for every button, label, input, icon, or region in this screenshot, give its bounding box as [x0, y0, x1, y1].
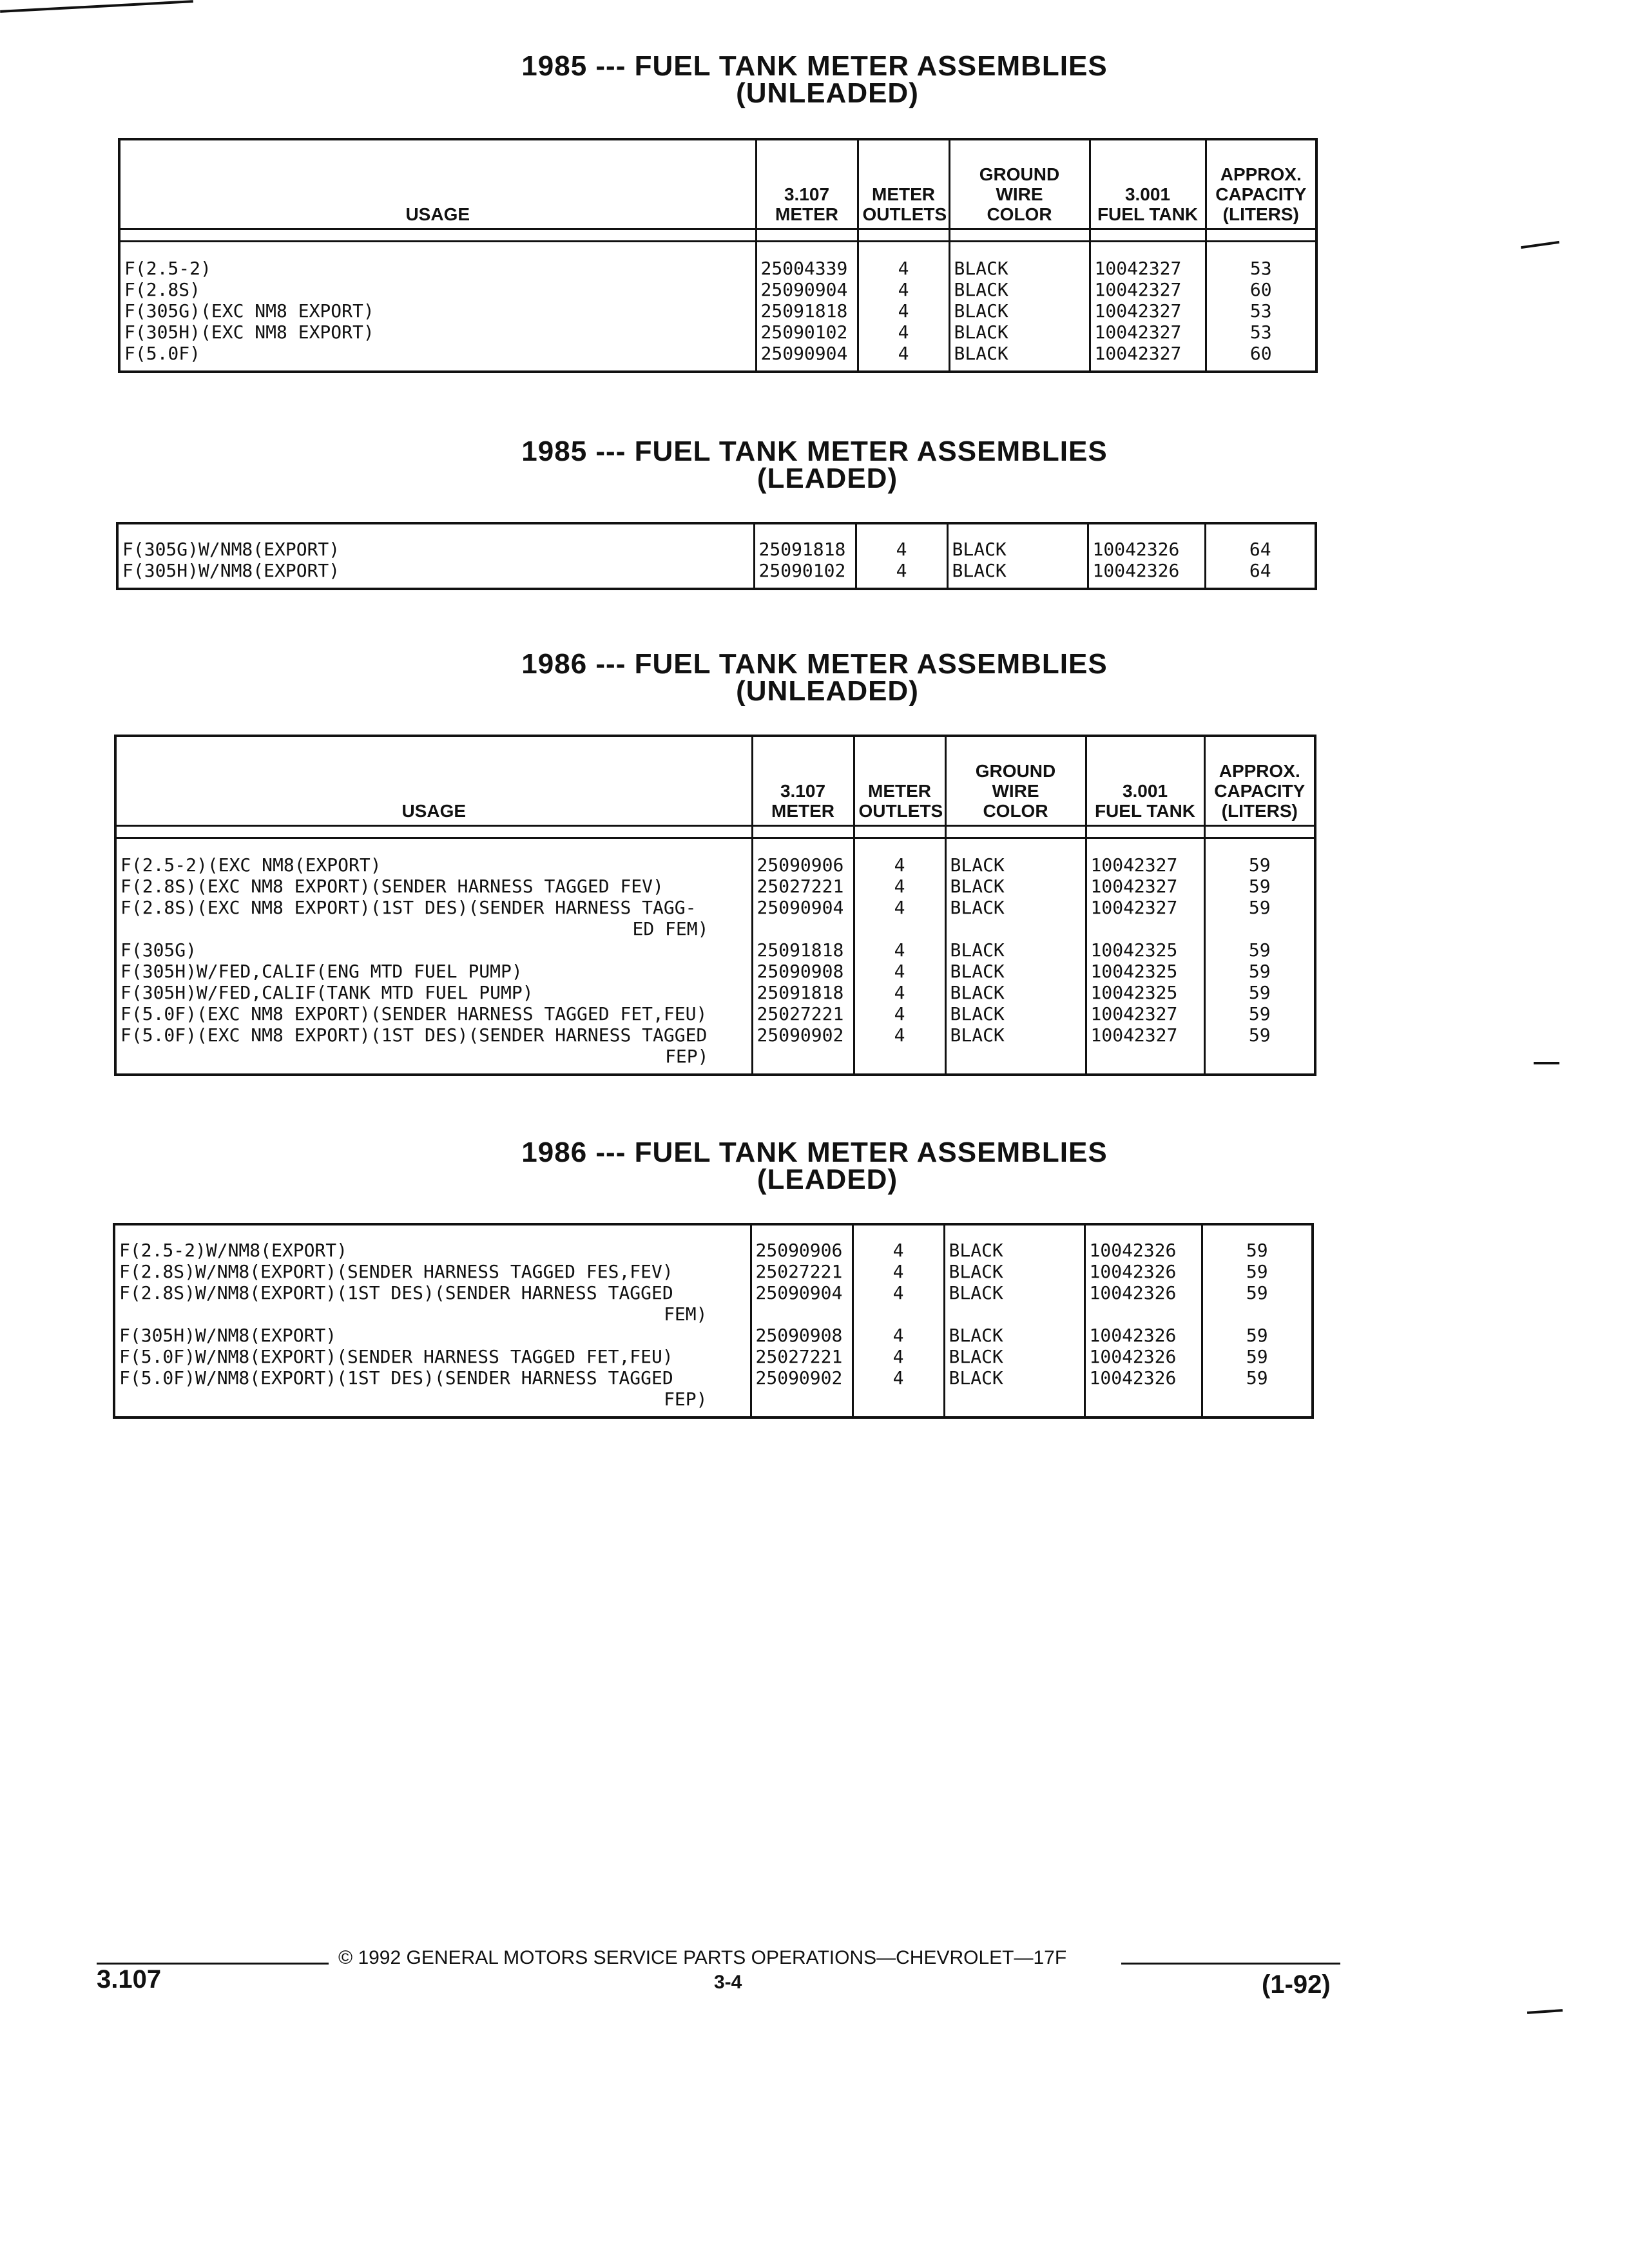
table-row	[115, 1024, 1315, 1075]
meter-cell: 25090908	[751, 1325, 853, 1346]
color-cell: BLACK	[949, 242, 1090, 280]
usage-cell: F(2.5-2)	[124, 258, 211, 279]
color-cell: BLACK	[947, 523, 1088, 560]
header-rule	[115, 826, 1315, 838]
tank-cell: 10042327	[1086, 897, 1204, 939]
scan-mark	[1521, 241, 1559, 249]
header-meter: 3.107 METER	[756, 139, 858, 229]
usage-cell: F(305H)W/NM8(EXPORT)	[119, 1325, 337, 1346]
tank-cell: 10042327	[1086, 876, 1204, 897]
header-fuel-tank: 3.001 FUEL TANK	[1086, 736, 1204, 826]
color-cell: BLACK	[945, 897, 1086, 939]
usage-text: F(2.8S)W/NM8(EXPORT)(1ST DES)(SENDER HARNESS TAGGED	[119, 1282, 673, 1303]
color-cell: BLACK	[949, 279, 1090, 300]
usage-cell: F(2.8S)(EXC NM8 EXPORT)(SENDER HARNESS TAGGED FEV)	[120, 876, 664, 897]
header-wire-color: GROUND WIRE COLOR	[945, 736, 1086, 826]
capacity-cell: 53	[1206, 242, 1316, 280]
table-row	[114, 1261, 1313, 1282]
section-heading	[0, 50, 1629, 109]
usage-text: F(2.8S)(EXC NM8 EXPORT)(1ST DES)(SENDER HARNESS TAGG-	[120, 897, 697, 918]
header-capacity: APPROX. CAPACITY (LITERS)	[1206, 139, 1316, 229]
capacity-cell: 59	[1204, 1024, 1315, 1075]
meter-cell: 25091818	[752, 982, 854, 1003]
capacity-cell: 59	[1202, 1261, 1313, 1282]
table-row	[114, 1282, 1313, 1325]
outlets-cell: 4	[858, 279, 949, 300]
color-cell: BLACK	[944, 1346, 1084, 1367]
header-usage: USAGE	[119, 139, 756, 229]
usage-cell: F(305G)W/NM8(EXPORT)	[122, 539, 340, 560]
color-cell: BLACK	[944, 1282, 1084, 1325]
footer-rule-right	[1121, 1963, 1340, 1965]
meter-cell: 25090902	[751, 1367, 853, 1418]
capacity-cell: 59	[1204, 876, 1315, 897]
usage-cell	[115, 1024, 752, 1075]
section-title: 1985 --- FUEL TANK METER ASSEMBLIES	[521, 436, 1108, 467]
outlets-cell: 4	[853, 1367, 944, 1418]
meter-cell: 25090906	[751, 1224, 853, 1261]
outlets-cell: 4	[854, 897, 945, 939]
color-cell: BLACK	[945, 939, 1086, 961]
footer-section-code: 3.107	[97, 1965, 162, 1994]
meter-cell: 25090908	[752, 961, 854, 982]
color-cell: BLACK	[945, 876, 1086, 897]
footer-copyright: © 1992 GENERAL MOTORS SERVICE PARTS OPERATIONS—CHEVROLET—17F	[338, 1947, 1067, 1968]
tank-cell: 10042326	[1088, 523, 1205, 560]
usage-text: F(5.0F)W/NM8(EXPORT)(1ST DES)(SENDER HARNESS TAGGED	[119, 1367, 673, 1389]
usage-cell	[115, 897, 752, 939]
tank-cell: 10042326	[1084, 1261, 1202, 1282]
meter-cell: 25004339	[756, 242, 858, 280]
section-title: 1986 --- FUEL TANK METER ASSEMBLIES	[521, 648, 1108, 680]
header-outlets: METER OUTLETS	[854, 736, 945, 826]
tank-cell: 10042326	[1084, 1282, 1202, 1325]
meter-cell: 25090102	[756, 322, 858, 343]
tank-cell: 10042326	[1084, 1367, 1202, 1418]
color-cell: BLACK	[945, 838, 1086, 876]
tank-cell: 10042326	[1088, 560, 1205, 589]
tank-cell: 10042327	[1086, 838, 1204, 876]
capacity-cell: 59	[1202, 1346, 1313, 1367]
tank-cell: 10042327	[1090, 322, 1206, 343]
outlets-cell: 4	[856, 560, 947, 589]
outlets-cell: 4	[853, 1224, 944, 1261]
color-cell: BLACK	[949, 343, 1090, 372]
color-cell: BLACK	[945, 1024, 1086, 1075]
capacity-cell: 59	[1202, 1224, 1313, 1261]
table-row	[115, 897, 1315, 939]
color-cell: BLACK	[945, 961, 1086, 982]
section-heading	[0, 648, 1629, 707]
meter-cell: 25027221	[751, 1346, 853, 1367]
tank-cell: 10042327	[1086, 1003, 1204, 1024]
color-cell: BLACK	[945, 982, 1086, 1003]
tank-cell: 10042327	[1086, 1024, 1204, 1075]
table-row	[115, 939, 1315, 961]
usage-cell: F(2.8S)W/NM8(EXPORT)(SENDER HARNESS TAGGED FES,FEV)	[119, 1261, 673, 1282]
table-row	[114, 1346, 1313, 1367]
usage-cell: F(2.5-2)(EXC NM8(EXPORT)	[120, 854, 381, 876]
outlets-cell: 4	[858, 343, 949, 372]
table-row	[119, 300, 1316, 322]
meter-cell: 25027221	[752, 876, 854, 897]
usage-cell: F(2.5-2)W/NM8(EXPORT)	[119, 1240, 348, 1261]
capacity-cell: 59	[1204, 897, 1315, 939]
table-row	[119, 279, 1316, 300]
footer-revision: (1-92)	[1262, 1970, 1331, 1999]
footer-rule-left	[97, 1963, 329, 1965]
header-row	[115, 736, 1315, 826]
table-row	[114, 1224, 1313, 1261]
header-usage: USAGE	[115, 736, 752, 826]
capacity-cell: 59	[1204, 939, 1315, 961]
capacity-cell: 59	[1204, 1003, 1315, 1024]
usage-cell	[114, 1367, 751, 1418]
meter-cell: 25090904	[756, 279, 858, 300]
header-rule	[119, 229, 1316, 242]
tank-cell: 10042326	[1084, 1224, 1202, 1261]
tank-cell: 10042325	[1086, 939, 1204, 961]
meter-table	[118, 138, 1318, 373]
outlets-cell: 4	[853, 1282, 944, 1325]
outlets-cell: 4	[853, 1325, 944, 1346]
usage-cell: F(305H)W/FED,CALIF(TANK MTD FUEL PUMP)	[120, 982, 534, 1003]
usage-cell: F(305H)W/FED,CALIF(ENG MTD FUEL PUMP)	[120, 961, 523, 982]
capacity-cell: 53	[1206, 322, 1316, 343]
meter-cell: 25091818	[754, 523, 856, 560]
usage-cell: F(2.8S)	[124, 279, 201, 300]
header-outlets: METER OUTLETS	[858, 139, 949, 229]
outlets-cell: 4	[853, 1346, 944, 1367]
section-heading	[0, 1139, 1629, 1193]
usage-cell: F(305G)(EXC NM8 EXPORT)	[124, 300, 374, 322]
color-cell: BLACK	[947, 560, 1088, 589]
table-row	[114, 1367, 1313, 1418]
table-row	[115, 838, 1315, 876]
meter-cell: 25090904	[752, 897, 854, 939]
outlets-cell: 4	[854, 939, 945, 961]
usage-continuation: FEP)	[665, 1046, 709, 1067]
header-wire-color: GROUND WIRE COLOR	[949, 139, 1090, 229]
color-cell: BLACK	[944, 1261, 1084, 1282]
usage-text: F(5.0F)(EXC NM8 EXPORT)(1ST DES)(SENDER HARNESS TAGGED	[120, 1024, 708, 1046]
section-title: 1985 --- FUEL TANK METER ASSEMBLIES	[521, 50, 1108, 82]
section-heading	[0, 438, 1629, 492]
section-title: 1986 --- FUEL TANK METER ASSEMBLIES	[521, 1137, 1108, 1168]
table-row	[117, 523, 1316, 560]
section-subtitle: (LEADED)	[757, 1164, 898, 1195]
capacity-cell: 59	[1202, 1282, 1313, 1325]
tank-cell: 10042327	[1090, 300, 1206, 322]
usage-cell: F(305H)W/NM8(EXPORT)	[122, 560, 340, 581]
usage-continuation: FEP)	[664, 1389, 708, 1410]
section-subtitle: (LEADED)	[757, 463, 898, 494]
color-cell: BLACK	[949, 322, 1090, 343]
table-row	[115, 876, 1315, 897]
usage-cell	[114, 1282, 751, 1325]
outlets-cell: 4	[854, 838, 945, 876]
color-cell: BLACK	[945, 1003, 1086, 1024]
footer-page-number: 3-4	[714, 1972, 742, 1993]
color-cell: BLACK	[949, 300, 1090, 322]
meter-cell: 25090904	[756, 343, 858, 372]
tank-cell: 10042325	[1086, 961, 1204, 982]
meter-table	[113, 1223, 1314, 1419]
usage-continuation: FEM)	[664, 1303, 708, 1325]
header-fuel-tank: 3.001 FUEL TANK	[1090, 139, 1206, 229]
outlets-cell: 4	[854, 1003, 945, 1024]
capacity-cell: 59	[1204, 961, 1315, 982]
meter-cell: 25027221	[751, 1261, 853, 1282]
meter-cell: 25090904	[751, 1282, 853, 1325]
meter-cell: 25027221	[752, 1003, 854, 1024]
capacity-cell: 53	[1206, 300, 1316, 322]
tank-cell: 10042327	[1090, 242, 1206, 280]
table-row	[115, 982, 1315, 1003]
capacity-cell: 59	[1202, 1367, 1313, 1418]
table-row	[119, 242, 1316, 280]
outlets-cell: 4	[853, 1261, 944, 1282]
table-row	[117, 560, 1316, 589]
usage-cell: F(305H)(EXC NM8 EXPORT)	[124, 322, 374, 343]
usage-continuation: ED FEM)	[632, 918, 709, 939]
outlets-cell: 4	[858, 242, 949, 280]
tank-cell: 10042325	[1086, 982, 1204, 1003]
tank-cell: 10042327	[1090, 279, 1206, 300]
outlets-cell: 4	[854, 876, 945, 897]
header-capacity: APPROX. CAPACITY (LITERS)	[1204, 736, 1315, 826]
table-row	[119, 322, 1316, 343]
color-cell: BLACK	[944, 1325, 1084, 1346]
section-subtitle: (UNLEADED)	[736, 77, 919, 109]
outlets-cell: 4	[854, 982, 945, 1003]
capacity-cell: 64	[1205, 523, 1316, 560]
usage-cell: F(5.0F)W/NM8(EXPORT)(SENDER HARNESS TAGGED FET,FEU)	[119, 1346, 673, 1367]
table-row	[119, 343, 1316, 372]
header-row	[119, 139, 1316, 229]
meter-table	[116, 522, 1317, 590]
capacity-cell: 64	[1205, 560, 1316, 589]
color-cell: BLACK	[944, 1367, 1084, 1418]
section-subtitle: (UNLEADED)	[736, 675, 919, 707]
outlets-cell: 4	[858, 300, 949, 322]
tank-cell: 10042326	[1084, 1346, 1202, 1367]
meter-cell: 25090906	[752, 838, 854, 876]
outlets-cell: 4	[856, 523, 947, 560]
color-cell: BLACK	[944, 1224, 1084, 1261]
scan-mark	[1527, 2009, 1563, 2014]
outlets-cell: 4	[858, 322, 949, 343]
capacity-cell: 59	[1204, 982, 1315, 1003]
meter-cell: 25091818	[752, 939, 854, 961]
capacity-cell: 59	[1202, 1325, 1313, 1346]
capacity-cell: 60	[1206, 343, 1316, 372]
tank-cell: 10042327	[1090, 343, 1206, 372]
table-row	[115, 961, 1315, 982]
meter-cell: 25091818	[756, 300, 858, 322]
header-meter: 3.107 METER	[752, 736, 854, 826]
meter-cell: 25090102	[754, 560, 856, 589]
scan-mark	[0, 0, 193, 13]
meter-cell: 25090902	[752, 1024, 854, 1075]
capacity-cell: 60	[1206, 279, 1316, 300]
usage-cell: F(305G)	[120, 939, 197, 961]
table-row	[114, 1325, 1313, 1346]
usage-cell: F(5.0F)	[124, 343, 201, 364]
outlets-cell: 4	[854, 961, 945, 982]
tank-cell: 10042326	[1084, 1325, 1202, 1346]
usage-cell: F(5.0F)(EXC NM8 EXPORT)(SENDER HARNESS TAGGED FET,FEU)	[120, 1003, 708, 1024]
capacity-cell: 59	[1204, 838, 1315, 876]
meter-table	[114, 735, 1316, 1076]
table-row	[115, 1003, 1315, 1024]
scan-mark	[1534, 1062, 1559, 1064]
outlets-cell: 4	[854, 1024, 945, 1075]
